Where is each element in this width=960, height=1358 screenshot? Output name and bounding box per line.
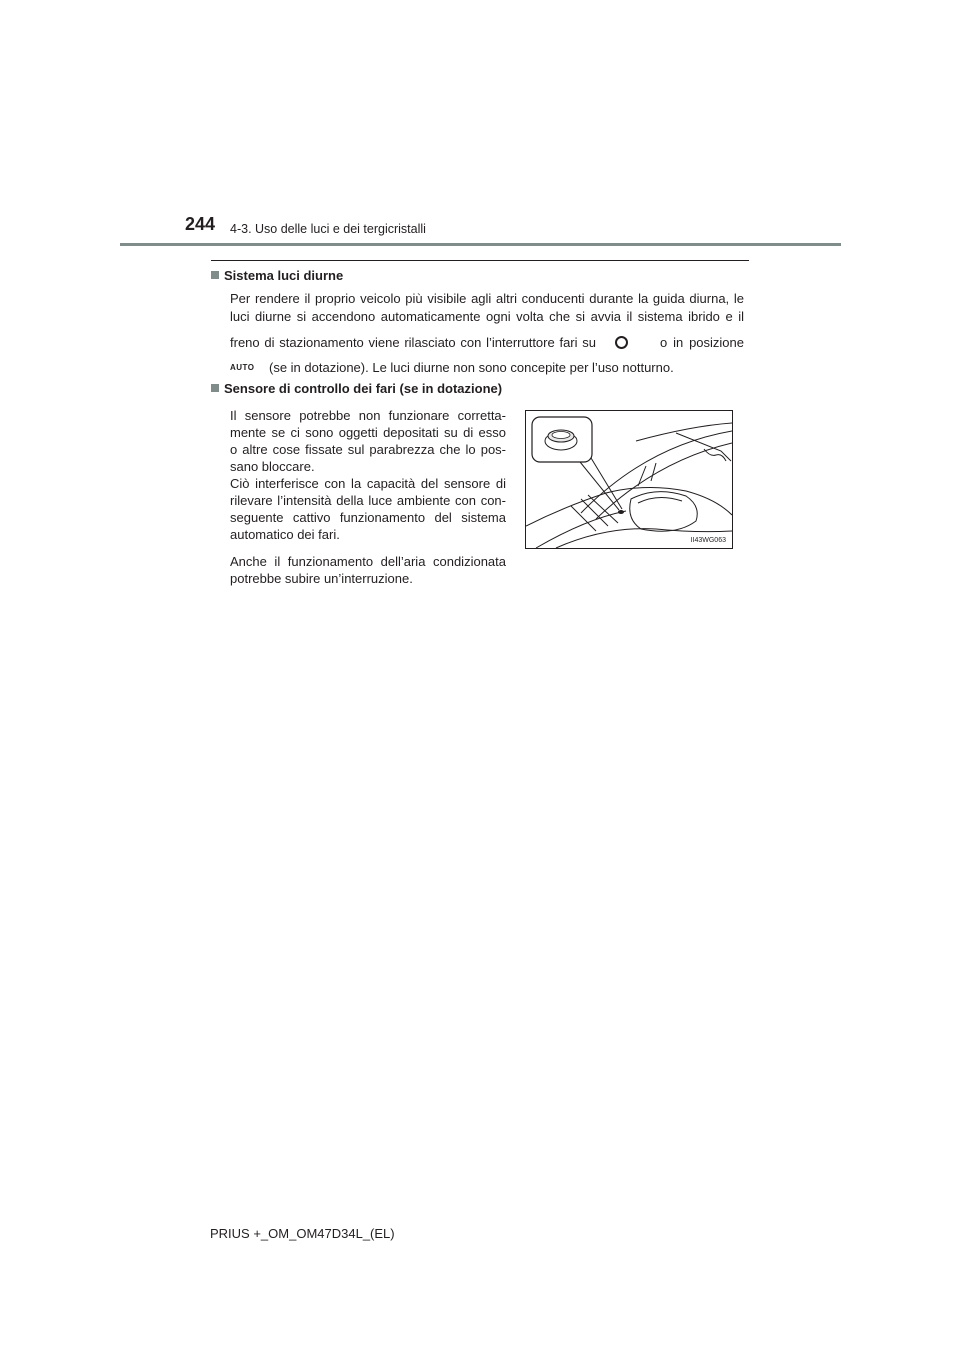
body-line: potrebbe subire un’interruzione. — [230, 571, 413, 586]
headlight-switch-position-icon — [615, 336, 628, 349]
body-line: luci diurne si accendono automaticamente ogni volta che si avvia il sistema ibrido e il — [230, 309, 744, 324]
header-divider — [120, 243, 841, 246]
body-line: o altre cose fissate sul parabrezza che lo pos- — [230, 442, 506, 457]
heading-headlight-sensor — [211, 381, 502, 396]
heading-text: Sensore di controllo dei fari (se in dotazione) — [224, 381, 503, 396]
body-line: freno di stazionamento viene rilasciato con l’interruttore fari su — [230, 335, 596, 350]
heading-daytime-running-lights — [211, 268, 343, 283]
body-line: Ciò interferisce con la capacità del sensore di — [230, 476, 506, 491]
document-code: PRIUS +_OM_OM47D34L_(EL) — [210, 1226, 395, 1241]
square-bullet-icon — [211, 271, 219, 279]
body-line: Per rendere il proprio veicolo più visibile agli altri conducenti durante la guida diurna, le — [230, 291, 744, 306]
square-bullet-icon — [211, 384, 219, 392]
body-line: rilevare l’intensità della luce ambiente con con- — [230, 493, 506, 508]
body-line: seguente cattivo funzionamento del sistema — [230, 510, 506, 525]
body-line: sano bloccare. — [230, 459, 315, 474]
sensor-location-illustration — [525, 410, 733, 549]
body-line: o in posizione — [660, 335, 744, 350]
dashboard-sensor-drawing — [526, 411, 732, 548]
body-line: (se in dotazione). Le luci diurne non sono concepite per l’uso notturno. — [269, 360, 674, 375]
body-line: Il sensore potrebbe non funzionare corretta- — [230, 408, 506, 423]
body-line: Anche il funzionamento dell’aria condizionata — [230, 554, 506, 569]
heading-text: Sistema luci diurne — [224, 268, 344, 283]
page-number: 244 — [185, 214, 216, 234]
body-line: automatico dei fari. — [230, 527, 340, 542]
figure-code: II43WG063 — [690, 537, 726, 544]
content-divider — [211, 260, 749, 261]
body-line: mente se ci sono oggetti depositati su di esso — [230, 425, 506, 440]
auto-position-icon: AUTO — [230, 363, 255, 372]
section-header: 4-3. Uso delle luci e dei tergicristalli — [230, 222, 426, 236]
